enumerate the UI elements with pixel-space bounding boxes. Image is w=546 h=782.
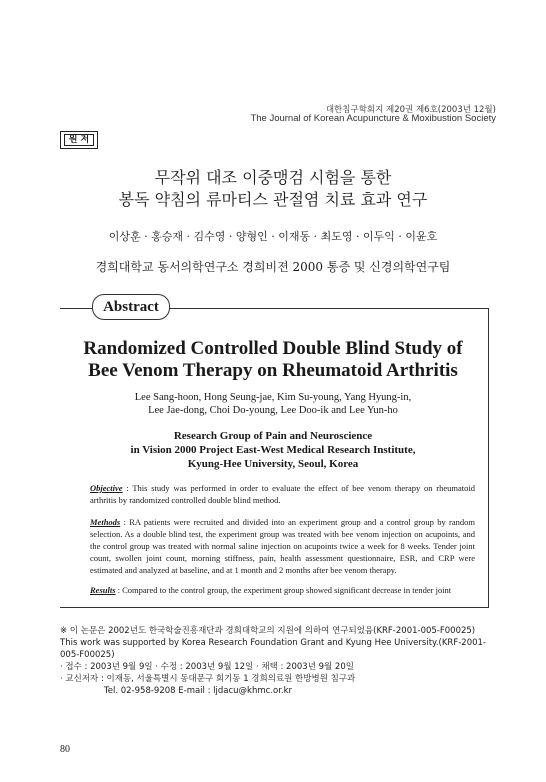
methods-label: Methods — [90, 517, 121, 527]
journal-header-english: The Journal of Korean Acupuncture & Moxibustion Society — [250, 113, 496, 124]
methods-paragraph — [90, 516, 475, 576]
korean-authors: 이상훈 · 홍승재 · 김수영 · 양형인 · 이재동 · 최도영 · 이두익 · 이윤호 — [108, 230, 438, 243]
english-title-line1: Randomized Controlled Double Blind Study of — [83, 338, 463, 359]
journal-header-korean: 대한침구학회지 제20권 제6호(2003년 12월) — [325, 105, 496, 115]
funding-note-english: This work was supported by Korea Research Foundation Grant and Kyung Hee University.(KRF-2001-005-F00025) — [60, 638, 486, 660]
abstract-label: Abstract — [92, 294, 170, 320]
page-number: 80 — [60, 744, 70, 755]
korean-title-line2: 봉독 약침의 류마티스 관절염 치료 효과 연구 — [118, 190, 428, 209]
methods-text: : RA patients were recruited and divided into an experiment group and a control group by random selection. As a double blind test, the experiment group was treated with bee venom injection on acupoints, and the control group was treated with normal saline injection on acupoints twice a week for 8 weeks. Tender joint count, swollen joint count, morning stiffness, pain, health assessment questionnaire, ESR, and CRP were estimated and analyzed at baseline, and at 1 month and 2 months after bee venom therapy. — [90, 517, 475, 575]
review-dates: · 접수 : 2003년 9월 9일 · 수정 : 2003년 9월 12일 · 채택 : 2003년 9월 20일 — [60, 662, 354, 672]
english-affiliation-line2: in Vision 2000 Project East-West Medical Research Institute, — [130, 444, 416, 456]
english-affiliation-line3: Kyung-Hee University, Seoul, Korea — [187, 458, 359, 470]
korean-affiliation: 경희대학교 동서의학연구소 경희비젼 2000 통증 및 신경의학연구팀 — [95, 260, 451, 274]
corresponding-author: · 교신저자 : 이재동, 서울특별시 동대문구 회기동 1 경희의료원 한방병원 침구과 — [60, 674, 356, 684]
results-label: Results — [90, 585, 116, 595]
objective-text: : This study was performed in order to evaluate the effect of bee venom therapy on rheumatoid arthritis by randomized controlled double blind method. — [90, 483, 475, 505]
contact-info: Tel. 02-958-9208 E-mail : ljdacu@khmc.or.kr — [104, 686, 293, 696]
english-authors-line2: Lee Jae-dong, Choi Do-young, Lee Doo-ik and Lee Yun-ho — [148, 405, 398, 416]
korean-title-line1: 무작위 대조 이중맹검 시험을 통한 — [154, 168, 392, 187]
funding-note-korean: ※ 이 논문은 2002년도 한국학술진흥재단과 경희대학교의 지원에 의하여 연구되었음(KRF-2001-005-F00025) — [60, 626, 476, 636]
results-paragraph — [90, 584, 475, 596]
objective-paragraph — [90, 482, 475, 506]
article-type-tag — [60, 131, 98, 149]
article-type-label: 원 저 — [64, 134, 94, 146]
objective-label: Objective — [90, 483, 123, 493]
english-title-line2: Bee Venom Therapy on Rheumatoid Arthritis — [88, 360, 458, 381]
results-text: : Compared to the control group, the experiment group showed significant decrease in tender joint — [115, 585, 452, 595]
english-authors-line1: Lee Sang-hoon, Hong Seung-jae, Kim Su-young, Yang Hyung-in, — [134, 392, 412, 403]
english-affiliation-line1: Research Group of Pain and Neuroscience — [173, 430, 373, 442]
